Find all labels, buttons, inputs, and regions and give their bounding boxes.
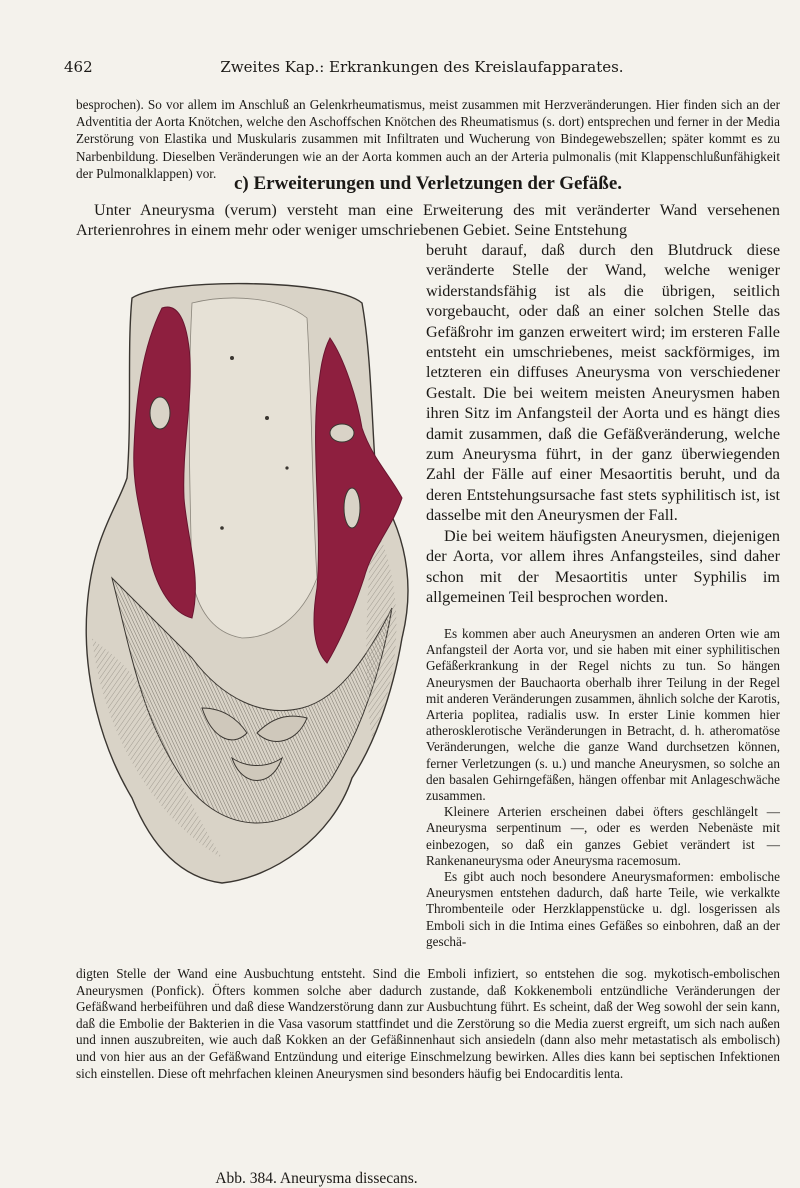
- haeufigste-aneurysmen-paragraph: Die bei weitem häufigsten Aneurysmen, diejenigen der Aorta, vor allem ihres Anfangsteiles, sind daher schon mit der Mesaortitis unter Syphilis im allgemeinen Teil besprochen worden.: [426, 526, 780, 606]
- page-number: 462: [64, 58, 93, 76]
- section-heading: c) Erweiterungen und Verletzungen der Gefäße.: [233, 173, 623, 194]
- small-paragraph-embolic: Es gibt auch noch besondere Aneurysmaformen: embolische Aneurysmen entstehen dadurch, daß harte Teile, wie verkalkte Thrombenteile oder Herzklappenstücke u. dgl. losgerissen als Emboli sich in die Intima eines Gefäßes so einbohren, daß an der geschä-: [426, 869, 780, 949]
- dissection-hole-3: [330, 424, 354, 442]
- small-paragraph-serpentinum: Kleinere Arterien erscheinen dabei öfters geschlängelt — Aneurysma serpentinum —, oder es werden Nebenäste mit einbezogen, so daß ein ganzes Gebiet verändert ist — Rankenaneurysma oder Aneurysma racemosum.: [426, 804, 780, 868]
- vessel-lumen: [189, 298, 317, 638]
- figure-aneurysma-dissecans: [72, 278, 422, 1187]
- dissection-hole-1: [150, 397, 170, 429]
- figure-caption: Abb. 384. Aneurysma dissecans.: [215, 1170, 418, 1187]
- speckle: [285, 466, 288, 469]
- dissection-hole-2: [344, 488, 360, 528]
- small-print-column: [426, 626, 780, 950]
- speckle: [220, 526, 224, 530]
- speckle: [265, 416, 269, 420]
- small-paragraph-other-sites: Es kommen aber auch Aneurysmen an anderen Orten wie am Anfangsteil der Aorta vor, und sie haben mit einer syphilitischen Gefäßerkrankung in der Regel nichts zu tun. So hängen Aneurysmen der Bauchaorta oberhalb ihrer Teilung in der Regel mit anderen Veränderungen zusammen, ähnlich solche der Karotis, Arteria poplitea, radialis usw. In erster Linie kommen hier atherosklerotische Veränderungen in Betracht, d. h. atheromatöse Veränderungen, welche die ganze Wand durchsetzen können, ferner Verletzungen (s. u.) und manche Aneurysmen, so solche an den basalen Gehirngefäßen, hängen offenbar mit Anlageschwäche zusammen.: [426, 626, 780, 804]
- bottom-paragraph: digten Stelle der Wand eine Ausbuchtung entsteht. Sind die Emboli infiziert, so entstehen die sog. mykotisch-embolischen Aneurysmen (Ponfick). Öfters kommen solche aber dadurch zustande, daß Kokkenemboli entzündliche Veränderungen der Gefäßwand herbeiführen und daß diese Wandzerstörung dann zur Ausbuchtung führt. Es scheint, daß der Weg sowohl der sein kann, daß die Embolie der Bakterien in die Vasa vasorum stattfindet und die Zerstörung so die Media zuerst ergreift, um sich nach außen und innen auszubreiten, wie auch daß Kokken an der Gefäßinnenhaut sich ansiedeln (dann also mehr metastatisch als embolisch) und von hier aus an der Gefäßwand Entzündung und eiterige Einschmelzung bewirken. Alles dies kann bei septischen Infektionen sich einstellen. Diese oft mehrfachen kleinen Aneurysmen sind besonders häufig bei Endocarditis lenta.: [76, 966, 780, 1081]
- aneurysma-entstehung-paragraph: beruht darauf, daß durch den Blutdruck diese veränderte Stelle der Wand, welche weniger widerstandsfähig ist als die übrigen, seitlich vorgebaucht, oder daß an einer solchen Stelle das Gefäßrohr im ganzen erweitert wird; im ersteren Falle entsteht ein umschriebenes, meist sackförmiges, im letzteren ein diffuses Aneurysma von verschiedener Gestalt. Die bei weitem meisten Aneurysmen haben ihren Sitz im Anfangsteil der Aorta und es hängt dies damit zusammen, daß die Gefäßveränderung, welche zum Aneurysma führt, in der ganz überwiegenden Zahl der Fälle auf einer Mesaortitis beruht, und da deren Entstehungsursache fast stets syphilitisch ist, ist dasselbe mit den Aneurysmen der Fall.: [426, 241, 780, 525]
- anatomical-illustration: [72, 278, 422, 888]
- right-column: [426, 240, 780, 607]
- speckle: [230, 356, 234, 360]
- running-head: Zweites Kap.: Erkrankungen des Kreislaufapparates.: [220, 58, 624, 76]
- page-header: [64, 58, 780, 84]
- aneurysma-definition-top: Unter Aneurysma (verum) versteht man eine Erweiterung des mit veränderter Wand versehenen Arterienrohres in einem mehr oder weniger umschriebenen Gebiet. Seine Entstehung: [76, 201, 780, 240]
- intro-paragraph: besprochen). So vor allem im Anschluß an Gelenkrheumatismus, meist zusammen mit Herzveränderungen. Hier finden sich an der Adventitia der Aorta Knötchen, welche den Aschoffschen Knötchen des Rheumatismus (s. dort) entsprechen und ferner in der Media Zerstörung von Elastika und Muskularis zusammen mit Infiltraten und Wucherung von Bindegewebszellen; später kommt es zu Narbenbildung. Dieselben Veränderungen wie an der Aorta kommen auch an der Arteria pulmonalis (mit Klappenschlußunfähigkeit der Pulmonalklappen) vor.: [76, 97, 780, 181]
